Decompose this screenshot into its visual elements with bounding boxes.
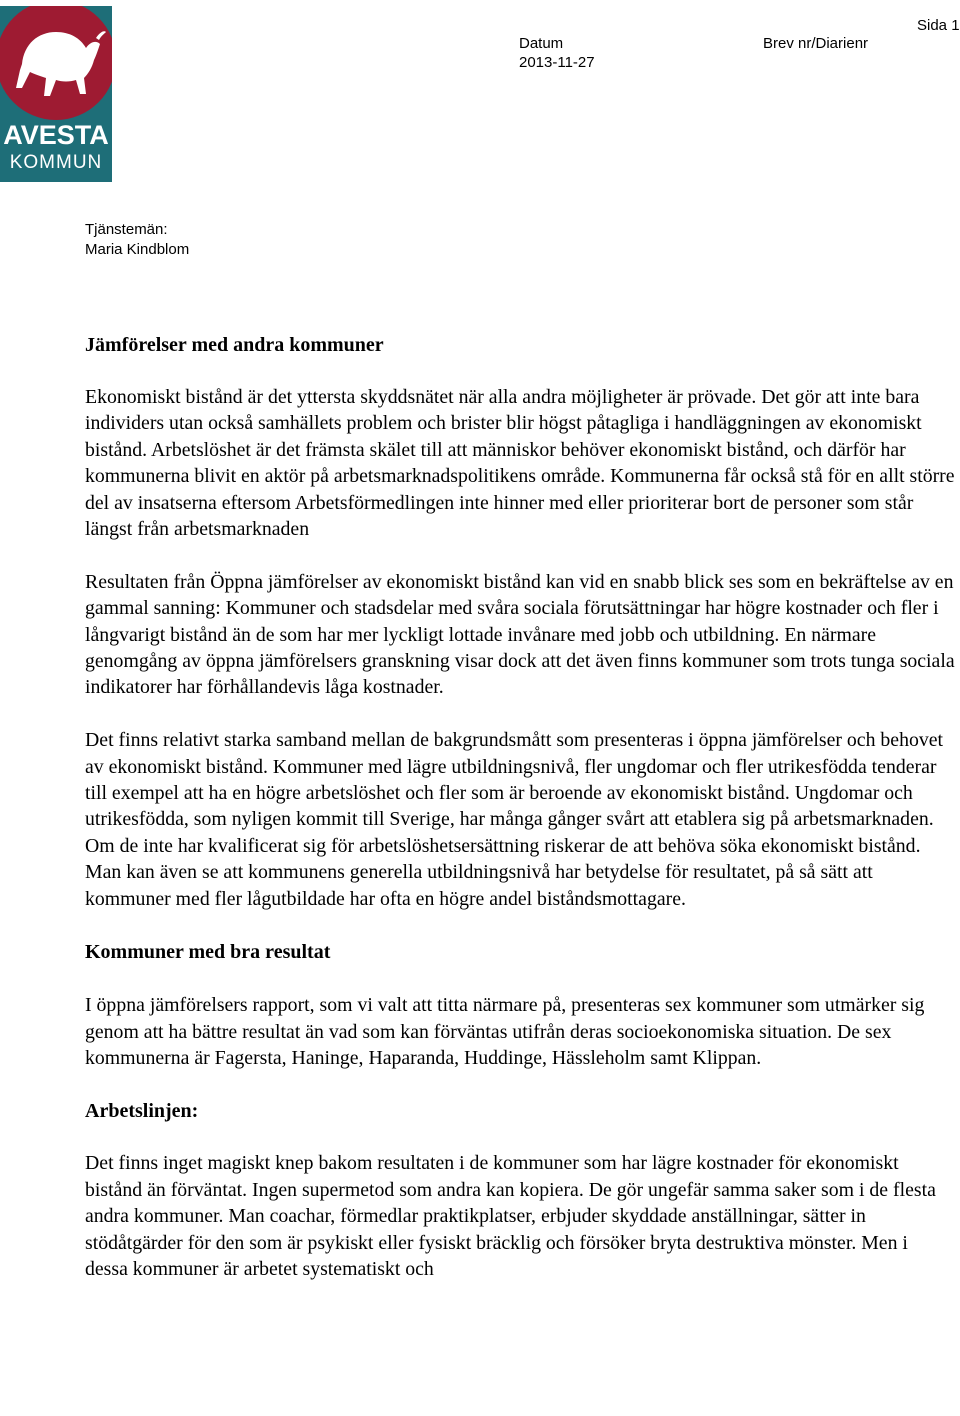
date-label: Datum <box>519 35 564 52</box>
paragraph-3: Det finns relativt starka samband mellan de bakgrundsmått som presenteras i öppna jämförelser och behovet av ekonomiskt bistånd. Kommuner med lägre utbildningsnivå, fler ungdomar och fler utrikesfödda tenderar till exempel att ha en högre arbetslöshet och fler som är beroende av ekonomiskt bistånd. Ungdomar och utrikesfödda, som nyligen kommit till Sverige, har många gånger svårt att etablera sig på arbetsmarknaden. Om de inte har kvalificerat sig för arbetslöshetsersättning riskerar de att behöva söka ekonomiskt bistånd. Man kan även se att kommunens generella utbildningsnivå har betydelse för resultatet, på så sätt att kommuner med fler lågutbildade har ofta en högre andel biståndsmottagare. <box>85 729 944 910</box>
officials-block <box>85 220 189 260</box>
heading-comparisons: Jämförelser med andra kommuner <box>85 334 384 356</box>
officials-label: Tjänstemän: <box>85 221 168 238</box>
page-number: Sida 1 <box>917 17 960 34</box>
paragraph-5: Det finns inget magiskt knep bakom resultaten i de kommuner som har lägre kostnader för ekonomiskt bistånd än förväntat. Ingen supermetod som andra kan kopiera. De gör ungefär samma saker som i de flesta andra kommuner. Man coachar, förmedlar praktikplatser, erbjuder skyddade anställningar, sätter in stödåtgärder för den som är psykiskt eller fysiskt bräcklig och försöker bryta destruktiva mönster. Men i dessa kommuner är arbetet systematiskt och <box>85 1152 936 1280</box>
document-body <box>85 331 955 1282</box>
paragraph-1: Ekonomiskt bistånd är det yttersta skyddsnätet när alla andra möjligheter är prövade. Det gör att inte bara individers utan också samhällets problem och brister blir högst påtagliga i handläggningen av ekonomiskt bistånd. Arbetslöshet är det främsta skälet till att människor behöver ekonomiskt bistånd, och därför har kommunerna blivit en aktör på arbetsmarknadspolitikens område. Kommunerna får också stå för en allt större del av insatserna eftersom Arbetsförmedlingen inte hinner med eller prioriterar bort de personer som står längst från arbetsmarknaden <box>85 386 955 541</box>
reference-label: Brev nr/Diarienr <box>763 35 869 52</box>
paragraph-4: I öppna jämförelsers rapport, som vi valt att titta närmare på, presenteras sex kommuner som utmärker sig genom att ha bättre resultat än vad som kan förväntas utifrån deras socioekonomiska situation. De sex kommunerna är Fagersta, Haninge, Haparanda, Huddinge, Hässleholm samt Klippan. <box>85 994 925 1069</box>
date-value: 2013-11-27 <box>519 54 595 71</box>
official-name: Maria Kindblom <box>85 241 190 258</box>
avesta-kommun-logo <box>0 2 112 182</box>
heading-good-results: Kommuner med bra resultat <box>85 941 331 964</box>
paragraph-2: Resultaten från Öppna jämförelser av ekonomiskt bistånd kan vid en snabb blick ses som en bekräftelse av en gammal sanning: Kommuner och stadsdelar med svåra sociala förutsättningar har högre kostnader och fler i långvarigt bistånd än de som har mer lyckligt lottade invånare med jobb och utbildning. En närmare genomgång av öppna jämförelsers granskning visar dock att det även finns kommuner som trots tunga sociala indikatorer har förhållandevis låga kostnader. <box>85 570 955 699</box>
heading-work-line: Arbetslinjen: <box>85 1100 199 1123</box>
logo-text-kommun: KOMMUN <box>9 152 103 173</box>
logo-text-avesta: AVESTA <box>3 120 109 150</box>
